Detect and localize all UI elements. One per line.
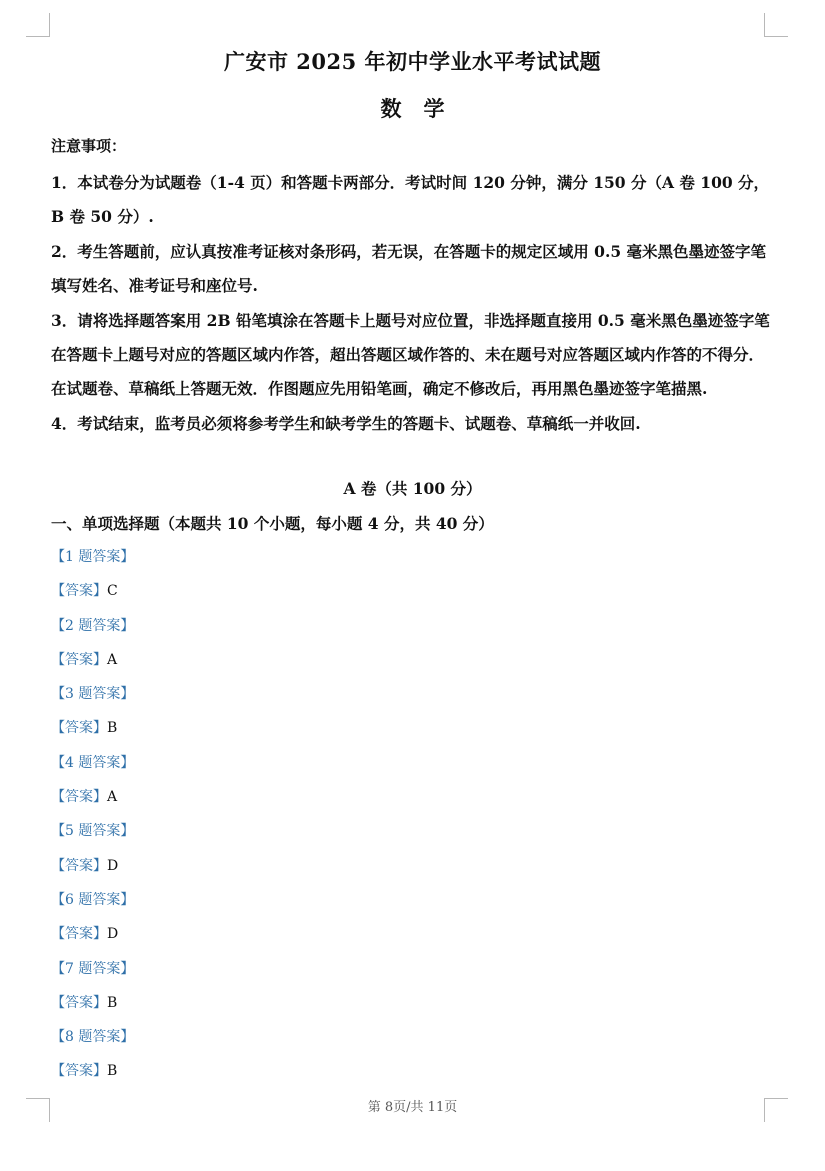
notes-list — [51, 166, 773, 441]
answer-row — [51, 1059, 773, 1093]
question-label-row — [51, 819, 773, 853]
answer-row — [51, 716, 773, 750]
answer-label: 【答案】 — [51, 994, 107, 1011]
answer-row — [51, 579, 773, 613]
note-item: 4．考试结束，监考员必须将参考学生和缺考学生的答题卡、试题卷、草稿纸一并收回. — [51, 413, 641, 433]
question-label: 【5 题答案】 — [51, 823, 135, 840]
question-label: 【2 题答案】 — [51, 617, 135, 634]
answer-row — [51, 854, 773, 888]
note-item: 1．本试卷分为试题卷（1-4 页）和答题卡两部分．考试时间 120 分钟，满分 150 分（A 卷 100 分，B 卷 50 分）. — [51, 173, 770, 227]
answer-row — [51, 648, 773, 682]
note-item: 2．考生答题前，应认真按准考证核对条形码，若无误，在答题卡的规定区域用 0.5 毫米黑色墨迹签字笔填写姓名、准考证号和座位号. — [51, 241, 767, 296]
answer-value: D — [107, 926, 119, 943]
question-label-row — [51, 682, 773, 716]
answer-label: 【答案】 — [51, 789, 107, 806]
section-title: A 卷（共 100 分） — [343, 479, 482, 498]
question-label-row — [51, 888, 773, 922]
question-label: 【3 题答案】 — [51, 686, 135, 703]
question-label: 【4 题答案】 — [51, 754, 135, 771]
notes-heading: 注意事项： — [51, 137, 127, 155]
question-label-row — [51, 545, 773, 579]
answer-row — [51, 991, 773, 1025]
question-label-row — [51, 614, 773, 648]
part-heading: 一、单项选择题（本题共 10 个小题，每小题 4 分，共 40 分） — [51, 514, 494, 533]
question-label-row — [51, 751, 773, 785]
answer-value: C — [107, 583, 118, 600]
page-footer: 第 8页/共 11页 — [367, 1100, 458, 1115]
answer-value: B — [107, 720, 118, 737]
answer-list — [51, 545, 773, 1094]
answer-label: 【答案】 — [51, 651, 107, 668]
answer-value: A — [107, 651, 118, 668]
answer-label: 【答案】 — [51, 1063, 107, 1080]
question-label: 【6 题答案】 — [51, 891, 135, 908]
subject-heading: 数学 — [380, 96, 467, 121]
answer-value: A — [107, 789, 118, 806]
answer-value: B — [107, 994, 118, 1011]
answer-label: 【答案】 — [51, 857, 107, 874]
answer-row — [51, 785, 773, 819]
question-label: 【1 题答案】 — [51, 549, 135, 565]
answer-value: D — [107, 857, 119, 874]
answer-label: 【答案】 — [51, 926, 107, 943]
question-label-row — [51, 1025, 773, 1059]
question-label: 【8 题答案】 — [51, 1029, 135, 1046]
answer-value: B — [107, 1063, 118, 1080]
answer-label: 【答案】 — [51, 583, 107, 600]
question-label-row — [51, 957, 773, 991]
note-item: 3．请将选择题答案用 2B 铅笔填涂在答题卡上题号对应位置，非选择题直接用 0.5 毫米黑色墨迹签字笔在答题卡上题号对应的答题区域内作答，超出答题区域作答的、未在题号对应答题区域内作答的不得分．在试题卷、草稿纸上答题无效．作图题应先用铅笔画，确定不修改后，再用黑色墨迹签字笔描黑. — [51, 310, 770, 399]
document-title: 广安市 2025 年初中学业水平考试试题 — [223, 49, 602, 74]
answer-label: 【答案】 — [51, 720, 107, 737]
question-label: 【7 题答案】 — [51, 960, 135, 977]
answer-row — [51, 922, 773, 956]
